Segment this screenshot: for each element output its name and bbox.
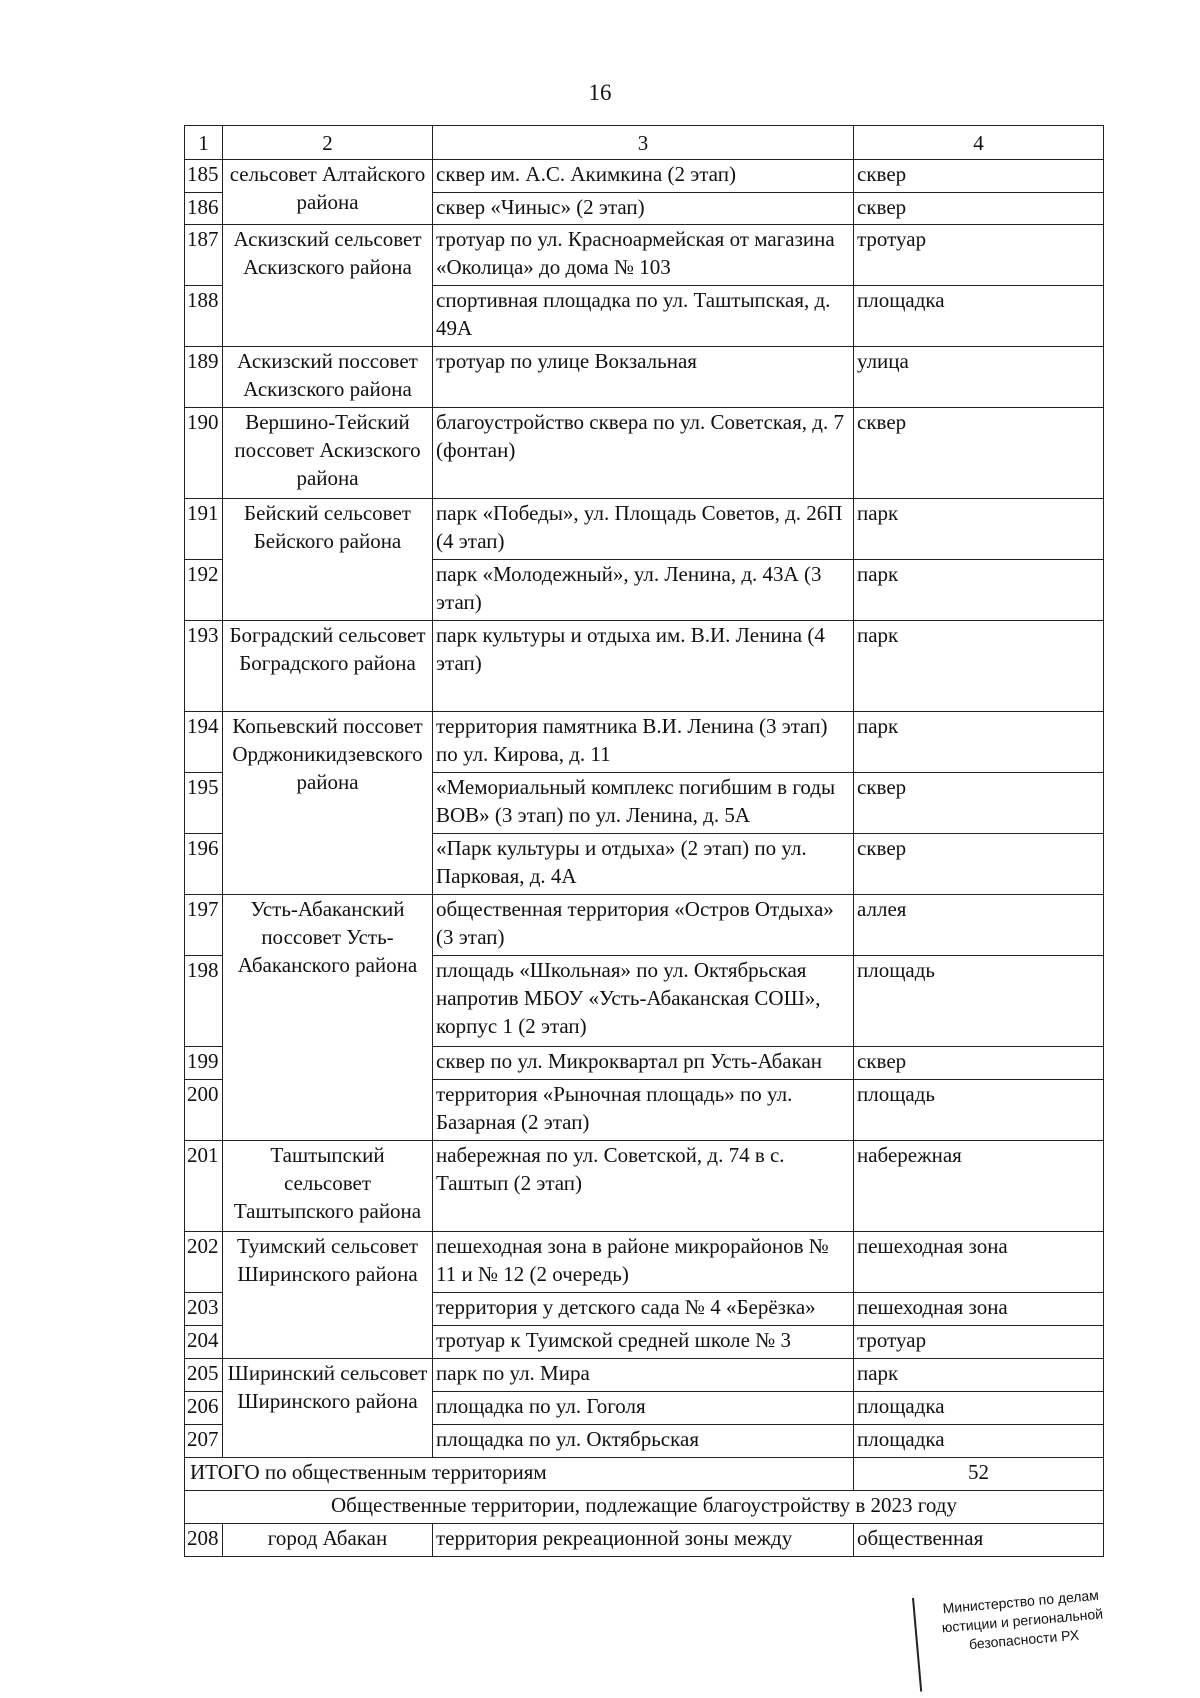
territory-name: парк культуры и отдыха им. В.И. Ленина (4 этап) [433, 621, 854, 712]
row-number: 191 [185, 499, 223, 560]
territory-type: сквер [854, 193, 1104, 225]
territory-name: тротуар по улице Вокзальная [433, 347, 854, 408]
row-number: 198 [185, 956, 223, 1047]
municipality-cell: Ширинский сельсовет Ширинского района [223, 1359, 433, 1458]
territory-name: тротуар по ул. Красноармейская от магазина «Околица» до дома № 103 [433, 225, 854, 286]
row-number: 203 [185, 1293, 223, 1326]
territory-type: сквер [854, 773, 1104, 834]
territory-name: сквер по ул. Микроквартал рп Усть-Абакан [433, 1047, 854, 1080]
municipality-cell: город Абакан [223, 1524, 433, 1557]
column-header: 1 [185, 126, 223, 160]
row-number: 194 [185, 712, 223, 773]
territory-type: общественная [854, 1524, 1104, 1557]
total-row [185, 1458, 1104, 1491]
territory-name: набережная по ул. Советской, д. 74 в с. Таштып (2 этап) [433, 1141, 854, 1232]
municipality-cell: Боградский сельсовет Боградского района [223, 621, 433, 712]
row-number: 192 [185, 560, 223, 621]
territory-name: парк «Молодежный», ул. Ленина, д. 43А (3 этап) [433, 560, 854, 621]
territory-name: территория памятника В.И. Ленина (3 этап) по ул. Кирова, д. 11 [433, 712, 854, 773]
territory-name: сквер «Чиныс» (2 этап) [433, 193, 854, 225]
row-number: 200 [185, 1080, 223, 1141]
table-row [185, 347, 1104, 408]
column-header: 3 [433, 126, 854, 160]
territory-type: сквер [854, 160, 1104, 193]
row-number: 201 [185, 1141, 223, 1232]
row-number: 193 [185, 621, 223, 712]
row-number: 196 [185, 834, 223, 895]
territory-name: территория «Рыночная площадь» по ул. Базарная (2 этап) [433, 1080, 854, 1141]
row-number: 195 [185, 773, 223, 834]
territory-type: аллея [854, 895, 1104, 956]
table-row [185, 1232, 1104, 1293]
territory-type: тротуар [854, 225, 1104, 286]
row-number: 197 [185, 895, 223, 956]
row-number: 204 [185, 1326, 223, 1359]
column-header: 2 [223, 126, 433, 160]
territory-type: тротуар [854, 1326, 1104, 1359]
table-row [185, 1359, 1104, 1392]
table-row [185, 160, 1104, 193]
territory-type: парк [854, 560, 1104, 621]
territory-type: улица [854, 347, 1104, 408]
table-header-row [185, 126, 1104, 160]
territory-type: пешеходная зона [854, 1293, 1104, 1326]
territory-name: территория у детского сада № 4 «Берёзка» [433, 1293, 854, 1326]
municipality-cell: Бейский сельсовет Бейского района [223, 499, 433, 621]
row-number: 190 [185, 408, 223, 499]
total-label: ИТОГО по общественным территориям [185, 1458, 854, 1491]
row-number: 186 [185, 193, 223, 225]
municipality-cell: Аскизский поссовет Аскизского района [223, 347, 433, 408]
territory-name: площадка по ул. Гоголя [433, 1392, 854, 1425]
municipality-cell: Усть-Абаканский поссовет Усть-Абаканского района [223, 895, 433, 1141]
territory-name: парк «Победы», ул. Площадь Советов, д. 26П (4 этап) [433, 499, 854, 560]
table-row [185, 895, 1104, 956]
row-number: 185 [185, 160, 223, 193]
territory-type: сквер [854, 1047, 1104, 1080]
registration-stamp [912, 1579, 1133, 1691]
row-number: 206 [185, 1392, 223, 1425]
table-row [185, 408, 1104, 499]
table-row [185, 225, 1104, 286]
territory-type: площадка [854, 1392, 1104, 1425]
territory-name: тротуар к Туимской средней школе № 3 [433, 1326, 854, 1359]
territory-name: спортивная площадка по ул. Таштыпская, д. 49А [433, 286, 854, 347]
territory-name: благоустройство сквера по ул. Советская, д. 7 (фонтан) [433, 408, 854, 499]
column-header: 4 [854, 126, 1104, 160]
row-number: 187 [185, 225, 223, 286]
table-row [185, 499, 1104, 560]
territory-name: территория рекреационной зоны между [433, 1524, 854, 1557]
territory-type: площадка [854, 1425, 1104, 1458]
territory-type: парк [854, 712, 1104, 773]
page-number: 16 [588, 80, 612, 105]
section-title: Общественные территории, подлежащие благоустройству в 2023 году [185, 1491, 1104, 1524]
table-row [185, 712, 1104, 773]
municipality-cell: Аскизский сельсовет Аскизского района [223, 225, 433, 347]
territory-name: «Мемориальный комплекс погибшим в годы ВОВ» (3 этап) по ул. Ленина, д. 5А [433, 773, 854, 834]
territory-name: сквер им. А.С. Акимкина (2 этап) [433, 160, 854, 193]
stamp-text: Министерство по делам юстиции и региональной безопасности РХ [941, 1586, 1104, 1653]
row-number: 189 [185, 347, 223, 408]
territory-type: площадка [854, 286, 1104, 347]
territory-type: парк [854, 1359, 1104, 1392]
territory-name: общественная территория «Остров Отдыха» (3 этап) [433, 895, 854, 956]
municipality-cell: Вершино-Тейский поссовет Аскизского района [223, 408, 433, 499]
territory-type: парк [854, 621, 1104, 712]
row-number: 205 [185, 1359, 223, 1392]
territory-name: «Парк культуры и отдыха» (2 этап) по ул. Парковая, д. 4А [433, 834, 854, 895]
row-number: 208 [185, 1524, 223, 1557]
municipality-cell: Туимский сельсовет Ширинского района [223, 1232, 433, 1359]
territories-table [184, 125, 1104, 1557]
table-row [185, 1141, 1104, 1232]
row-number: 207 [185, 1425, 223, 1458]
territory-type: набережная [854, 1141, 1104, 1232]
territory-name: пешеходная зона в районе микрорайонов № 11 и № 12 (2 очередь) [433, 1232, 854, 1293]
territory-type: площадь [854, 1080, 1104, 1141]
territory-name: площадка по ул. Октябрьская [433, 1425, 854, 1458]
municipality-cell: Копьевский поссовет Орджоникидзевского района [223, 712, 433, 895]
territory-type: площадь [854, 956, 1104, 1047]
total-value: 52 [854, 1458, 1104, 1491]
municipality-cell: сельсовет Алтайского района [223, 160, 433, 225]
row-number: 188 [185, 286, 223, 347]
municipality-cell: Таштыпский сельсовет Таштыпского района [223, 1141, 433, 1232]
territory-type: сквер [854, 408, 1104, 499]
table-row [185, 1524, 1104, 1557]
section-title-row [185, 1491, 1104, 1524]
territory-type: сквер [854, 834, 1104, 895]
row-number: 199 [185, 1047, 223, 1080]
row-number: 202 [185, 1232, 223, 1293]
table-row [185, 621, 1104, 712]
territory-type: пешеходная зона [854, 1232, 1104, 1293]
territory-name: парк по ул. Мира [433, 1359, 854, 1392]
territory-name: площадь «Школьная» по ул. Октябрьская напротив МБОУ «Усть-Абаканская СОШ», корпус 1 (2 этап) [433, 956, 854, 1047]
territory-type: парк [854, 499, 1104, 560]
